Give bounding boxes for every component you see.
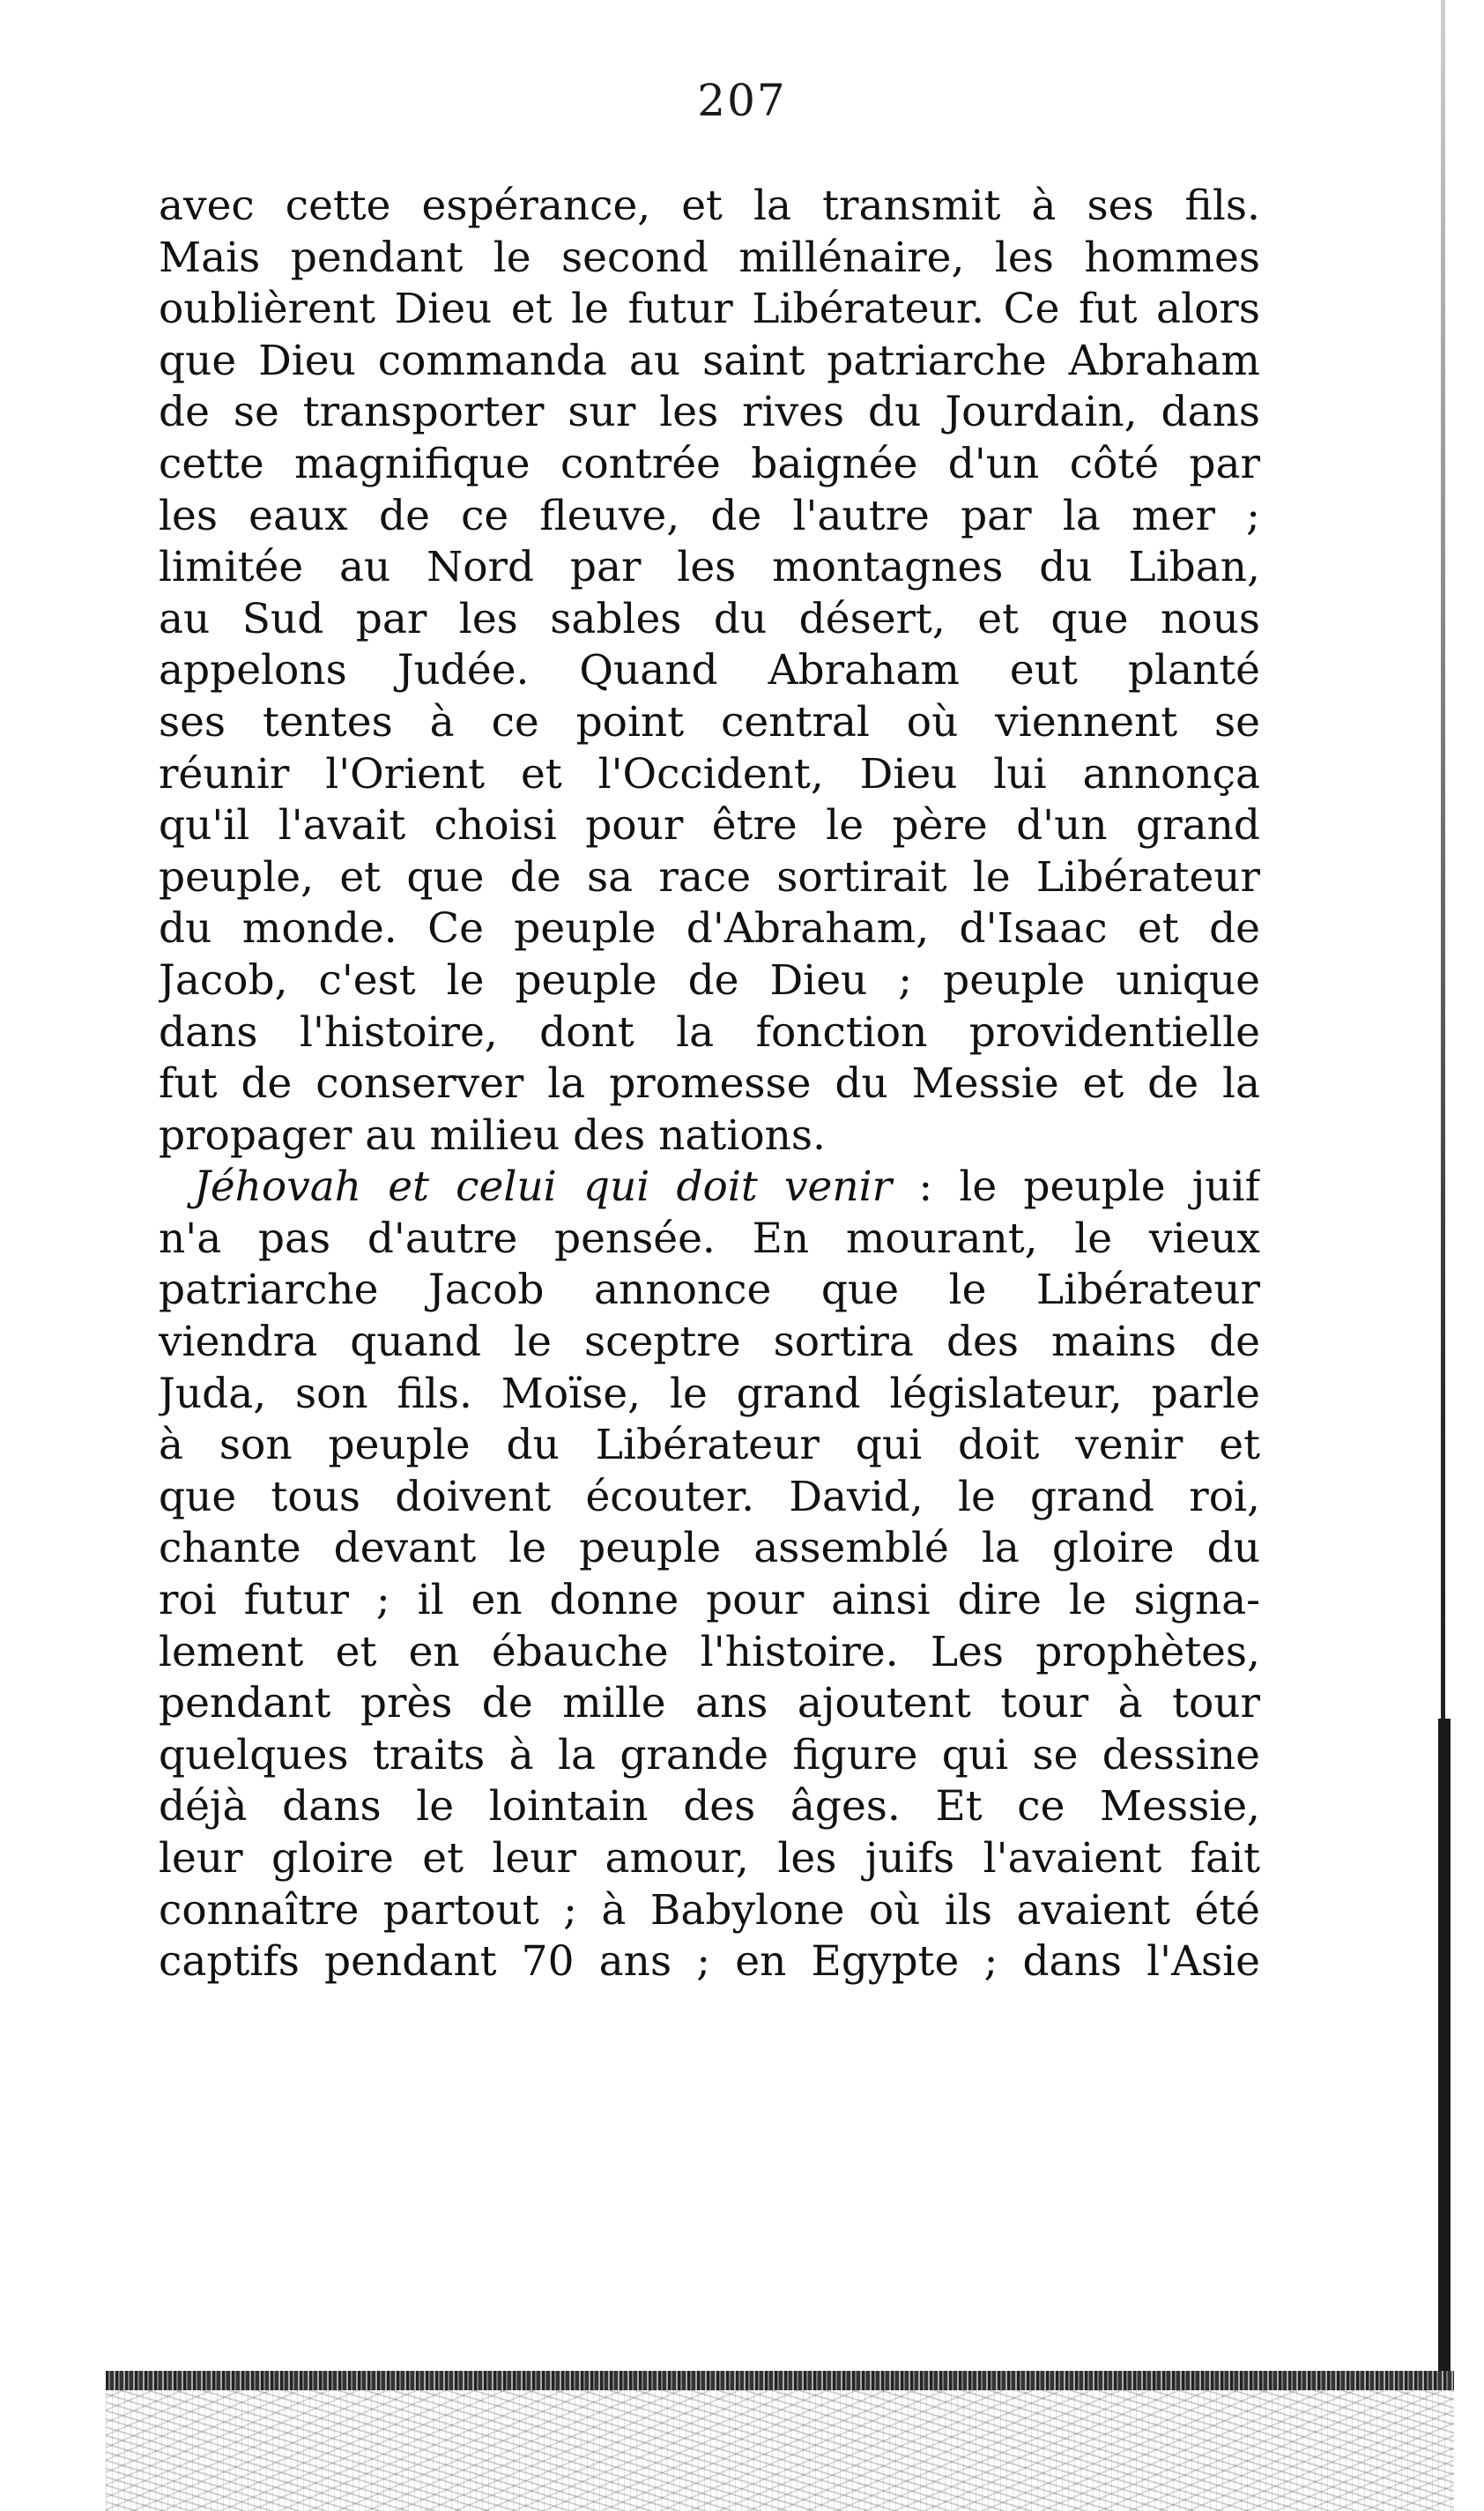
text-line: viendra quand le sceptre sortira des mains de — [159, 1318, 1260, 1367]
italic-lead: Jéhovah et celui qui doit venir — [194, 1163, 893, 1212]
text-line: qu'il l'avait choisi pour être le père d'un grand — [159, 801, 1260, 851]
text-line: déjà dans le lointain des âges. Et ce Messie, — [159, 1782, 1260, 1831]
page-edge-shadow — [1438, 1719, 1451, 2388]
text-line: dans l'histoire, dont la fonction providentielle — [159, 1007, 1260, 1057]
body-text — [159, 181, 1260, 1988]
paragraph-lead-line — [159, 1162, 1260, 1214]
text-line: avec cette espérance, et la transmit à ses fils. — [159, 182, 1260, 230]
text-line: Juda, son fils. Moïse, le grand législateur, parle — [159, 1369, 1260, 1418]
text-line: propager au milieu des nations. — [159, 1111, 826, 1160]
text-line: appelons Judée. Quand Abraham eut planté — [159, 646, 1260, 695]
text-line: ses tentes à ce point central où viennent se — [159, 697, 1260, 747]
lead-line-rest: : le peuple juif — [892, 1163, 1260, 1212]
text-line: pendant près de mille ans ajoutent tour à tour — [159, 1679, 1260, 1728]
text-line: chante devant le peuple assemblé la gloire du — [159, 1524, 1260, 1573]
text-line: n'a pas d'autre pensée. En mourant, le vieux — [159, 1214, 1260, 1263]
text-line: lement et en ébauche l'histoire. Les prophètes, — [159, 1627, 1260, 1676]
text-line: que Dieu commanda au saint patriarche Abraham — [159, 336, 1260, 385]
text-line: du monde. Ce peuple d'Abraham, d'Isaac et de — [159, 904, 1260, 954]
scan-artifact-band — [106, 2371, 1454, 2390]
text-line: que tous doivent écouter. David, le grand roi, — [159, 1472, 1260, 1521]
text-line: cette magnifique contrée baignée d'un côté par — [159, 439, 1260, 488]
text-line: de se transporter sur les rives du Jourdain, dans — [159, 388, 1260, 437]
text-line: roi futur ; il en donne pour ainsi dire le signa- — [159, 1576, 1260, 1625]
text-line: réunir l'Orient et l'Occident, Dieu lui annonça — [159, 749, 1260, 799]
text-line: Jacob, c'est le peuple de Dieu ; peuple unique — [159, 955, 1260, 1005]
text-line: captifs pendant 70 ans ; en Egypte ; dans l'Asie — [159, 1937, 1260, 1987]
text-line: quelques traits à la grande figure qui se dessine — [159, 1730, 1260, 1779]
scan-noise — [106, 2390, 1454, 2511]
text-line: peuple, et que de sa race sortirait le Libérateur — [159, 852, 1260, 902]
text-line: les eaux de ce fleuve, de l'autre par la mer ; — [159, 491, 1260, 540]
text-line: fut de conserver la promesse du Messie et de la — [159, 1059, 1260, 1109]
text-line: à son peuple du Libérateur qui doit venir et — [159, 1421, 1260, 1470]
text-line: patriarche Jacob annonce que le Libérateur — [159, 1266, 1260, 1315]
text-line: Mais pendant le second millénaire, les hommes — [159, 233, 1260, 282]
text-line: au Sud par les sables du désert, et que nous — [159, 594, 1260, 643]
text-line: leur gloire et leur amour, les juifs l'avaient fait — [159, 1834, 1260, 1883]
text-line: oublièrent Dieu et le futur Libérateur. Ce fut alors — [159, 285, 1260, 334]
text-line: limitée au Nord par les montagnes du Liban, — [159, 543, 1260, 592]
text-line: connaître partout ; à Babylone où ils avaient été — [159, 1885, 1260, 1935]
page-number: 207 — [697, 75, 787, 126]
